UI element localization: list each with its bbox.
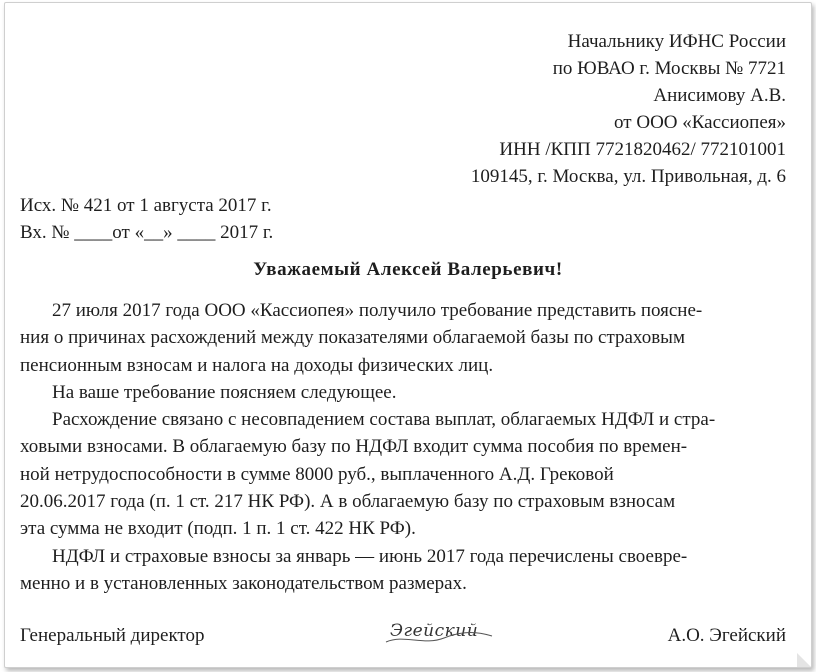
signature-row: [20, 622, 786, 652]
addressee-line: Анисимову А.В.: [653, 85, 786, 106]
paragraph-2: [20, 379, 786, 406]
greeting: Уважаемый Алексей Валерьевич!: [253, 259, 563, 280]
text-line: 27 июля 2017 года ООО «Кассиопея» получило требование представить поясне-: [52, 300, 703, 321]
text-line: На ваше требование поясняем следующее.: [52, 381, 397, 403]
handwritten-signature: [390, 618, 478, 645]
page-fold: [797, 653, 811, 667]
addressee-line: от ООО «Кассиопея»: [614, 112, 786, 133]
outgoing-number: Исх. № 421 от 1 августа 2017 г.: [20, 195, 272, 216]
reference-numbers: [20, 192, 273, 246]
incoming-number: Вх. № ____от «__» ____ 2017 г.: [20, 222, 274, 243]
text-line: ния о причинах расхождений между показателями облагаемой базы по страховым: [20, 327, 685, 349]
text-line: ной нетрудоспособности в сумме 8000 руб., выплаченного А.Д. Грековой: [20, 463, 614, 485]
letter-body: [20, 297, 786, 597]
text-line: Расхождение связано с несовпадением состава выплат, облагаемых НДФЛ и стра-: [52, 409, 716, 431]
text-line: ховыми взносами. В облагаемую базу по НДФЛ входит сумма пособия по времен-: [20, 436, 688, 458]
addressee-line: 109145, г. Москва, ул. Привольная, д. 6: [470, 166, 786, 187]
paragraph-4: [20, 543, 786, 598]
signatory-title: Генеральный директор: [20, 625, 205, 646]
signature-flourish-icon: [384, 624, 494, 648]
paragraph-1: [20, 297, 786, 379]
addressee-line: Начальнику ИФНС России: [567, 31, 786, 52]
signatory-name: А.О. Эгейский: [667, 625, 786, 646]
paragraph-3: [20, 406, 786, 542]
text-line: эта сумма не входит (подп. 1 п. 1 ст. 422 НК РФ).: [20, 518, 416, 540]
signature-script: Эгейский: [390, 621, 479, 641]
text-line: НДФЛ и страховые взносы за январь — июнь 2017 года перечислены своевре-: [52, 545, 688, 567]
text-line: 20.06.2017 года (п. 1 ст. 217 НК РФ). А в облагаемую базу по страховым взносам: [20, 491, 676, 513]
text-line: менно и в установленных законодательством размерах.: [20, 572, 467, 594]
text-line: пенсионным взносам и налога на доходы физических лиц.: [20, 354, 494, 376]
addressee-line: ИНН /КПП 7721820462/ 772101001: [499, 139, 786, 160]
addressee-block: [286, 28, 786, 190]
addressee-line: по ЮВАО г. Москвы № 7721: [552, 58, 786, 79]
